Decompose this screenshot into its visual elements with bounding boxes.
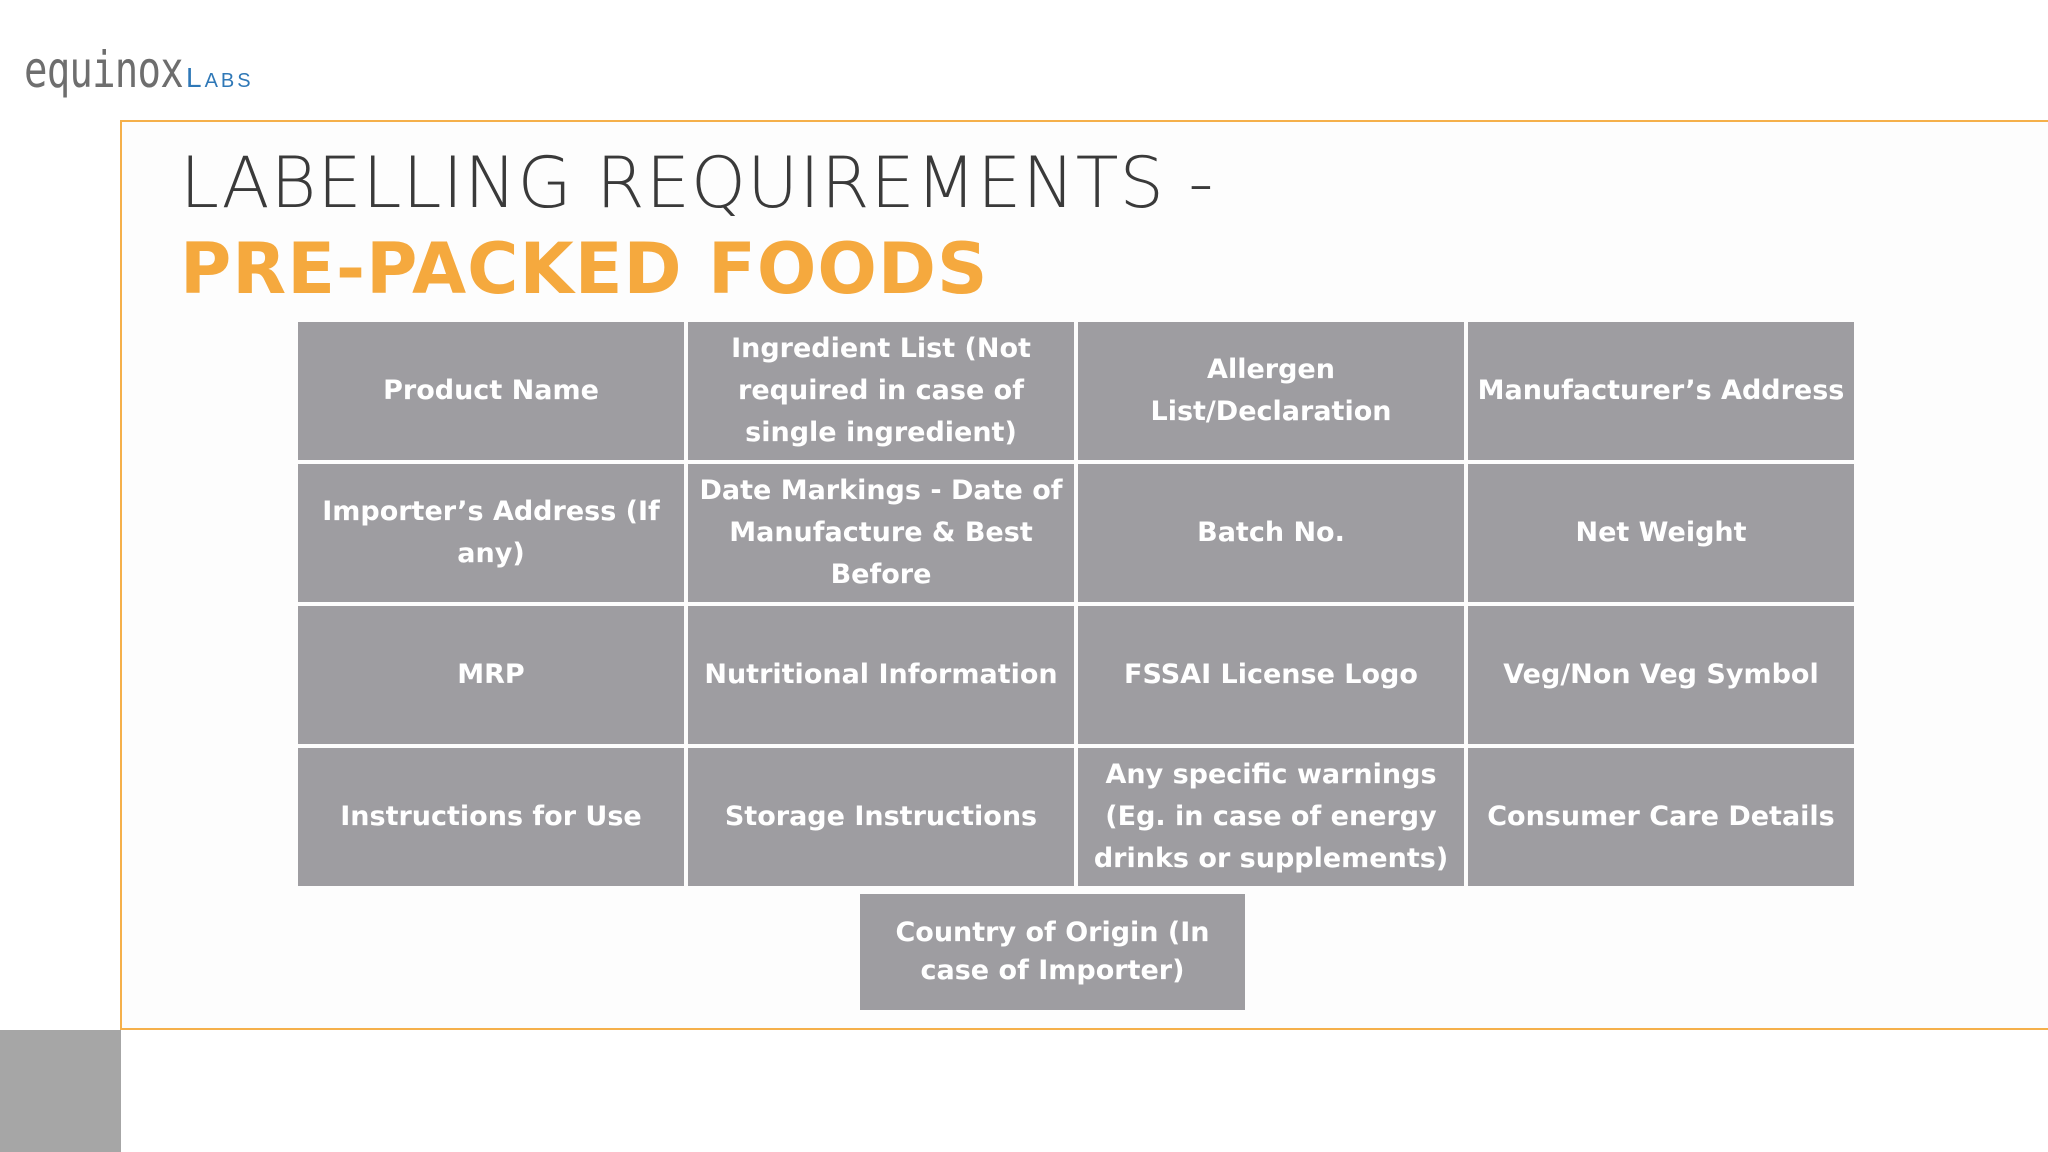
slide-title: LABELLING REQUIREMENTS - <box>180 142 1215 224</box>
logo-word-text: equinox <box>24 41 183 99</box>
requirement-manufacturer-address: Manufacturer’s Address <box>1468 322 1854 460</box>
requirement-batch-no: Batch No. <box>1078 464 1464 602</box>
requirement-date-markings: Date Markings - Date of Manufacture & Best Before <box>688 464 1074 602</box>
slide-subtitle: PRE-PACKED FOODS <box>180 228 989 310</box>
requirement-product-name: Product Name <box>298 322 684 460</box>
requirement-veg-symbol: Veg/Non Veg Symbol <box>1468 606 1854 744</box>
requirement-mrp: MRP <box>298 606 684 744</box>
requirements-grid <box>298 322 1854 886</box>
corner-grey-block <box>0 1030 121 1152</box>
requirement-storage-instructions: Storage Instructions <box>688 748 1074 886</box>
requirement-fssai-license-logo: FSSAI License Logo <box>1078 606 1464 744</box>
requirement-ingredient-list: Ingredient List (Not required in case of single ingredient) <box>688 322 1074 460</box>
requirement-instructions-for-use: Instructions for Use <box>298 748 684 886</box>
requirement-specific-warnings: Any specific warnings (Eg. in case of energy drinks or supplements) <box>1078 748 1464 886</box>
logo-labs-text: Labs <box>186 62 254 93</box>
requirement-consumer-care-details: Consumer Care Details <box>1468 748 1854 886</box>
requirement-net-weight: Net Weight <box>1468 464 1854 602</box>
requirement-allergen-list: Allergen List/Declaration <box>1078 322 1464 460</box>
requirement-country-of-origin: Country of Origin (In case of Importer) <box>860 894 1245 1010</box>
requirement-importer-address: Importer’s Address (If any) <box>298 464 684 602</box>
equinox-labs-logo <box>24 40 254 100</box>
requirement-nutritional-information: Nutritional Information <box>688 606 1074 744</box>
logo-wordmark <box>24 40 183 100</box>
